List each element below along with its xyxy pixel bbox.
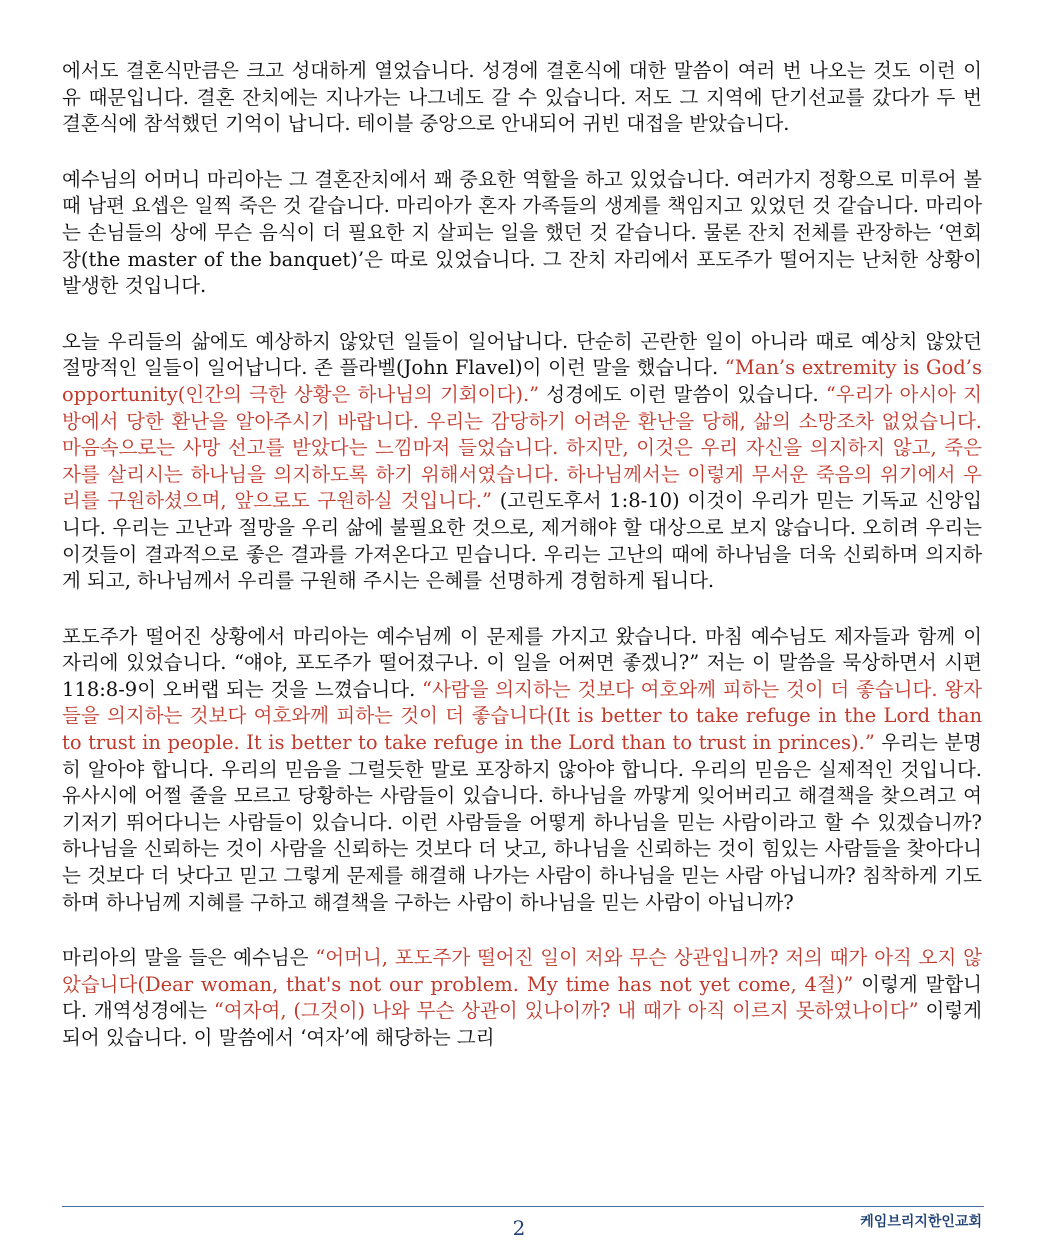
text-run: 우리는 분명히 알아야 합니다. 우리의 믿음을 그럴듯한 말로 포장하지 않아야 합니다. 우리의 믿음은 실제적인 것입니다. 유사시에 어쩔 줄을 모르고 당황하는 사람들이 있습니다. 하나님을 까맣게 잊어버리고 해결책을 찾으려고 여기저기 뛰어다니는 사람들이 있습니다. 이런 사람들을 어떻게 하나님을 믿는 사람이라고 할 수 있겠습니까? 하나님을 신뢰하는 것이 사람을 신뢰하는 것보다 더 낫고, 하나님을 신뢰하는 것이 힘있는 사람들을 찾아다니는 것보다 더 낫다고 믿고 그렇게 문제를 해결해 나가는 사람이 하나님을 믿는 사람 아닙니까? 침착하게 기도하며 하나님께 지혜를 구하고 해결책을 구하는 사람이 하나님을 믿는 사람이 아닙니까? [62,731,983,914]
church-name: 케임브리지한인교회 [860,1214,982,1230]
quote-run: “사람을 의지하는 것보다 여호와께 피하는 것이 더 좋습니다. 왕자들을 의지하는 것보다 여호와께 피하는 것이 더 좋습니다(It is better to take refuge in the Lord than to trust in people. It is better to take refuge in the Lord than to trust in princes).” [62,677,982,755]
text-run: 포도주가 떨어진 상황에서 마리아는 예수님께 이 문제를 가지고 왔습니다. 마침 예수님도 제자들과 함께 이 자리에 있었습니다. “얘야, 포도주가 떨어졌구나. 이 일을 어쩌면 좋겠니?” 저는 이 말씀을 묵상하면서 시편 118:8-9이 오버랩 되는 것을 느꼈습니다. [62,624,982,701]
quote-run: “어머니, 포도주가 떨어진 일이 저와 무슨 상관입니까? 저의 때가 아직 오지 않았습니다(Dear woman, that's not our problem. My time has not yet come, 4절)” [62,946,983,996]
text-run: 예수님의 어머니 마리아는 그 결혼잔치에서 꽤 중요한 역할을 하고 있었습니다. 여러가지 정황으로 미루어 볼 때 남편 요셉은 일찍 죽은 것 같습니다. 마리아가 혼자 가족들의 생계를 책임지고 있었던 것 같습니다. 마리아는 손님들의 상에 무슨 음식이 더 필요한 지 살피는 일을 했던 것 같습니다. 물론 잔치 전체를 관장하는 ‘연회장(the master of the banquet)’은 따로 있었습니다. 그 잔치 자리에서 포도주가 떨어지는 난처한 상황이 발생한 것입니다. [62,167,982,298]
text-run: 성경에도 이런 말씀이 있습니다. [539,382,826,406]
paragraph-2 [62,167,982,300]
text-run: (고린도후서 1:8-10) 이것이 우리가 믿는 기독교 신앙입니다. 우리는 고난과 절망을 우리 삶에 불필요한 것으로, 제거해야 할 대상으로 보지 않습니다. 오히려 우리는 이것들이 결과적으로 좋은 결과를 가져온다고 믿습니다. 우리는 고난의 때에 하나님을 더욱 신뢰하며 의지하게 되고, 하나님께서 우리를 구원해 주시는 은혜를 선명하게 경험하게 됩니다. [62,489,982,593]
paragraph-3 [62,329,982,595]
text-run: 이렇게 말합니다. 개역성경에는 [62,972,982,1023]
paragraph-5 [62,945,982,1051]
quote-run: “여자여, (그것이) 나와 무슨 상관이 있나이까? 내 때가 아직 이르지 못하였나이다” [213,999,919,1023]
paragraph-1 [62,58,982,138]
paragraph-4 [62,624,982,917]
document-body [62,58,982,1081]
footer-divider [62,1206,984,1207]
text-run: 오늘 우리들의 삶에도 예상하지 않았던 일들이 일어납니다. 단순히 곤란한 일이 아니라 때로 예상치 않았던 절망적인 일들이 일어납니다. 존 플라벨(John Flavel)이 이런 말을 했습니다. [62,329,982,380]
text-run: 에서도 결혼식만큼은 크고 성대하게 열었습니다. 성경에 결혼식에 대한 말씀이 여러 번 나오는 것도 이런 이유 때문입니다. 결혼 잔치에는 지나가는 나그네도 갈 수 있습니다. 저도 그 지역에 단기선교를 갔다가 두 번 결혼식에 참석했던 기억이 납니다. 테이블 중앙으로 안내되어 귀빈 대접을 받았습니다. [62,59,982,136]
text-run: 마리아의 말을 들은 예수님은 [62,946,316,970]
page-number: 2 [512,1216,526,1240]
text-run: 이렇게 되어 있습니다. 이 말씀에서 ‘여자’에 해당하는 그리 [62,999,982,1049]
quote-run: “Man’s extremity is God’s opportunity(인간의 극한 상황은 하나님의 기회이다).” [62,356,982,406]
quote-run: “우리가 아시아 지방에서 당한 환난을 알아주시기 바랍니다. 우리는 감당하기 어려운 환난을 당해, 삶의 소망조차 없었습니다. 마음속으로는 사망 선고를 받았다는 느낌마저 들었습니다. 하지만, 이것은 우리 자신을 의지하지 않고, 죽은 자를 살리시는 하나님을 의지하도록 하기 위해서였습니다. 하나님께서는 이렇게 무서운 죽음의 위기에서 우리를 구원하셨으며, 앞으로도 구원하실 것입니다.” [62,382,982,513]
